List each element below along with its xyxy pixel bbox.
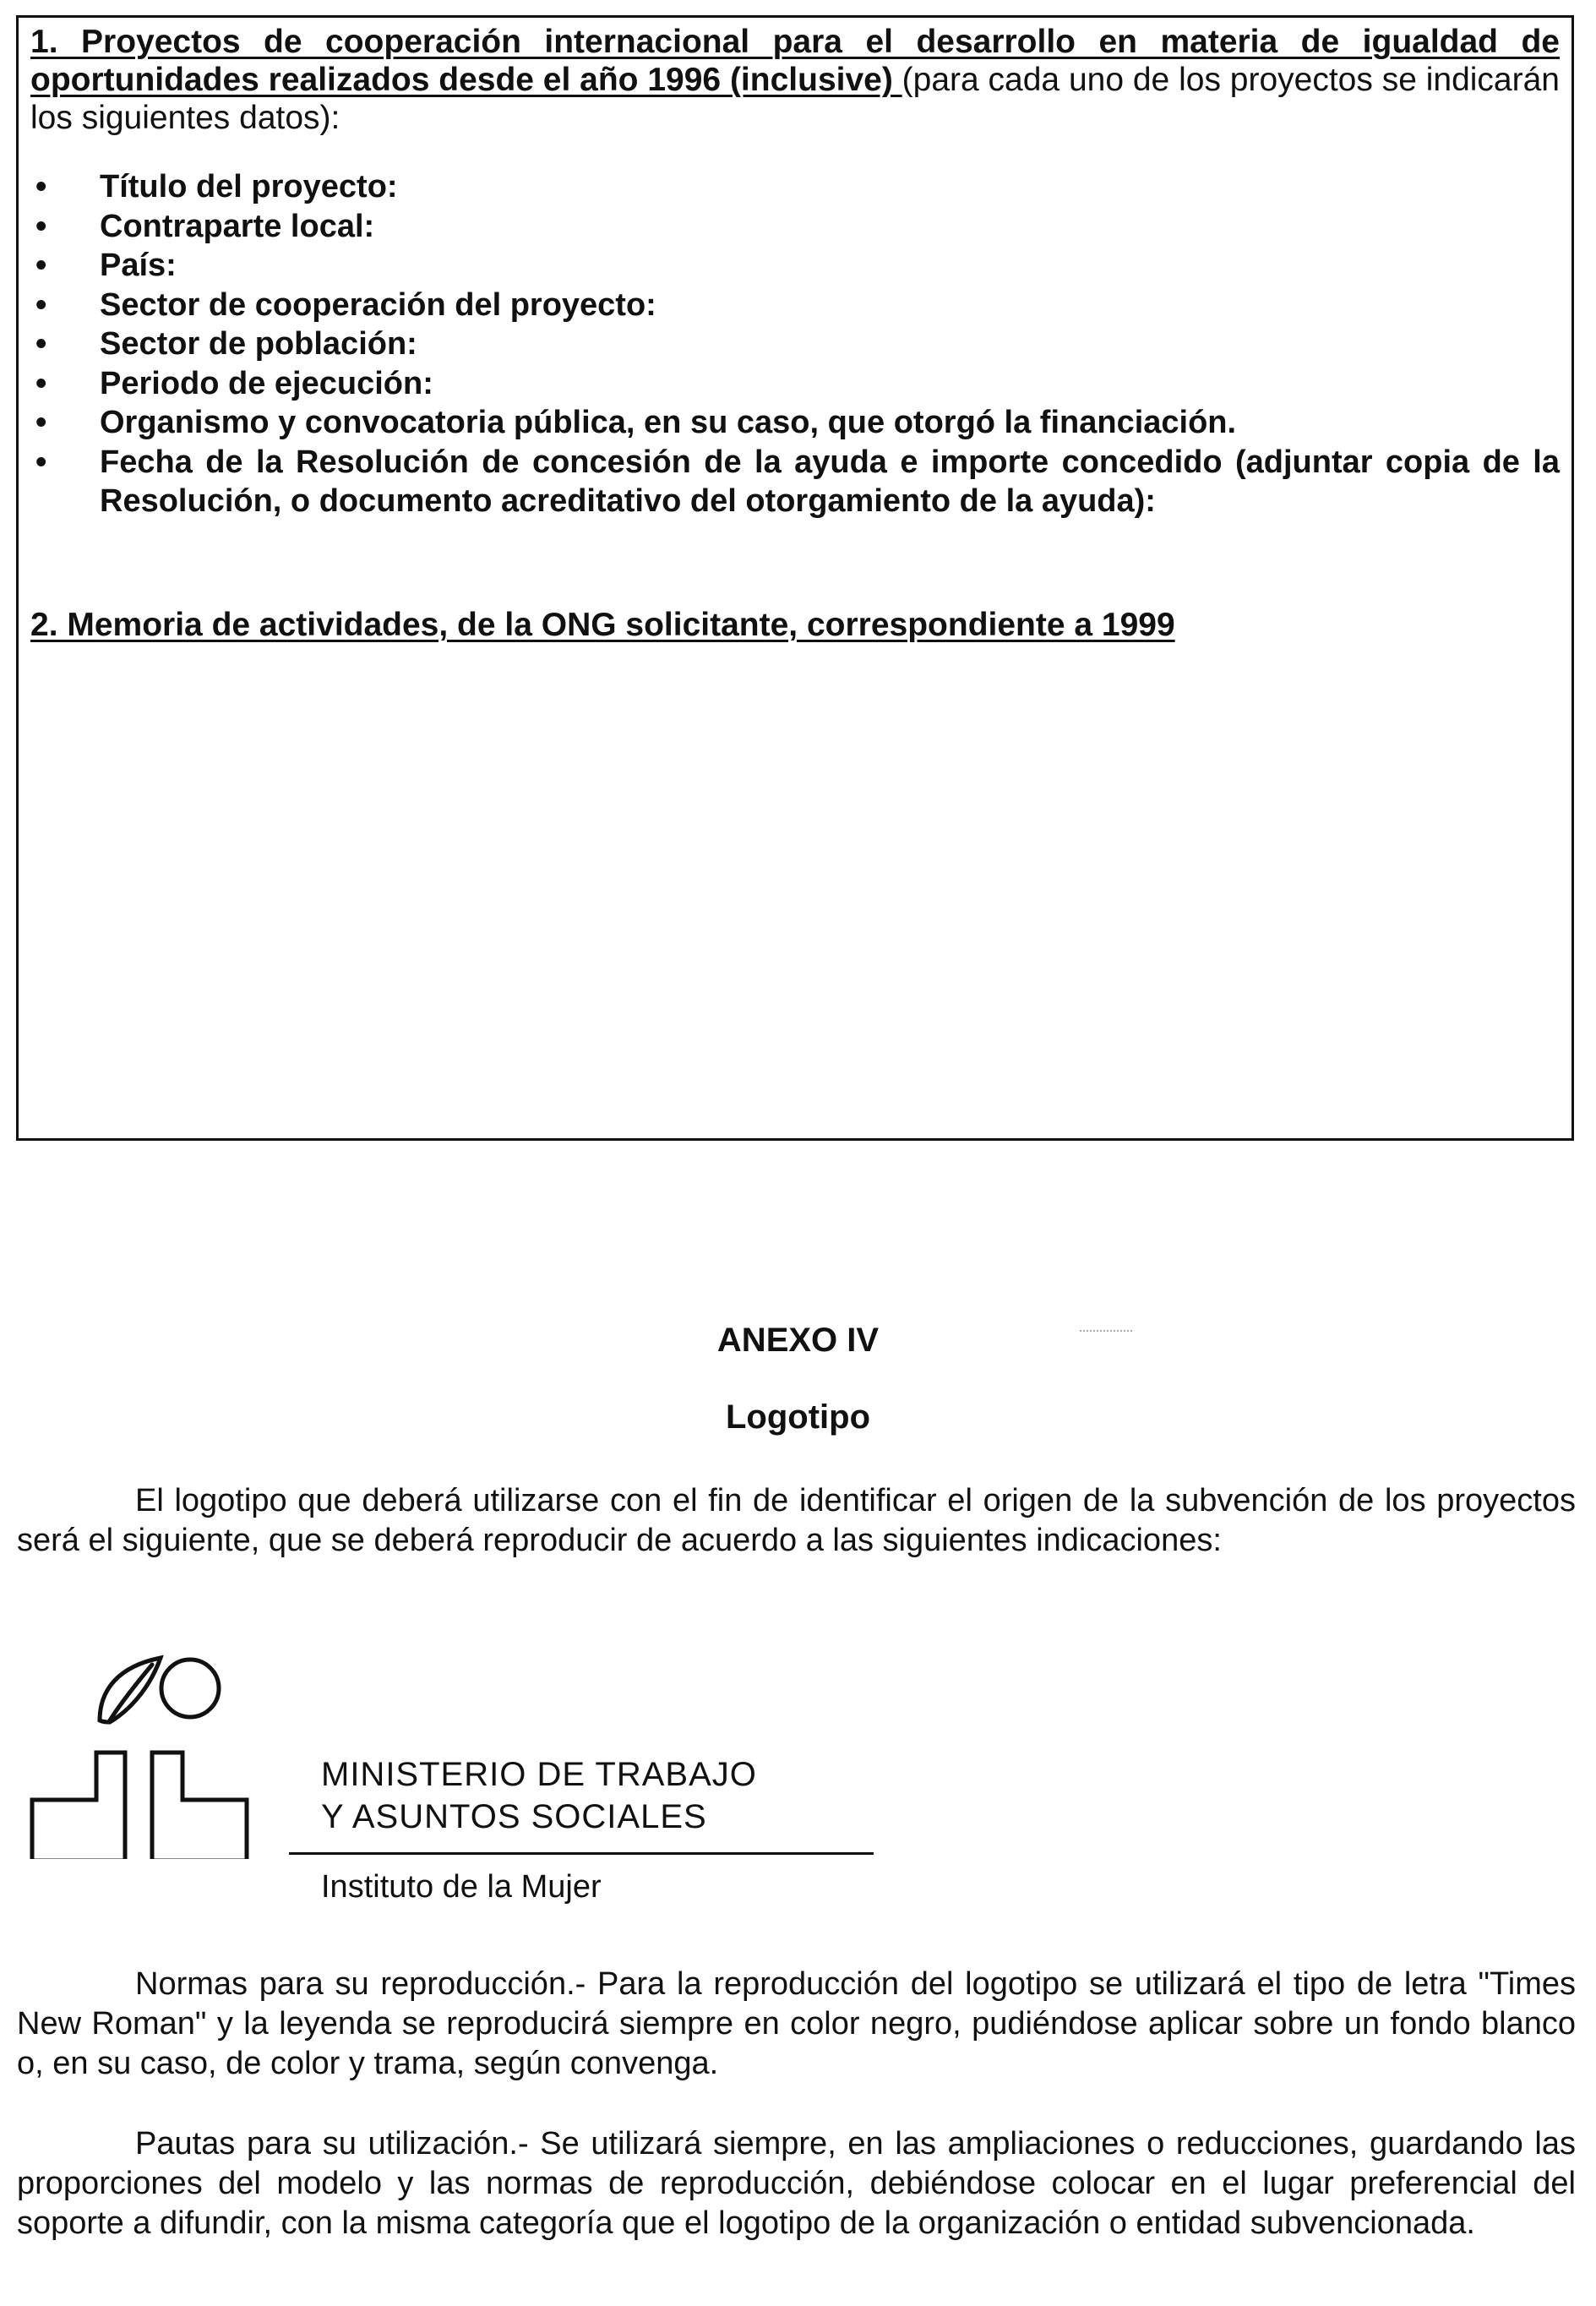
list-item: [30, 403, 1560, 443]
annex-intro-paragraph: [17, 1481, 1576, 1561]
list-item: [30, 324, 1560, 364]
norms-paragraph: [17, 1965, 1576, 2084]
bullet-icon: •: [35, 444, 47, 480]
logo-head-circle: [161, 1660, 219, 1717]
list-item-text: Periodo de ejecución:: [100, 365, 433, 401]
list-item: [30, 207, 1560, 247]
section-1-heading-bold: 1. Proyectos de cooperación internacional para el desarrollo en materia de igualdad de oportunidades realizados desde el año 1996 (inclusive): [30, 24, 1560, 98]
section-1-list: [30, 167, 1560, 521]
institute-name: Instituto de la Mujer: [321, 1869, 602, 1905]
form-box: [16, 15, 1574, 1141]
logo-left-figure: [32, 1753, 125, 1859]
annex-intro-text: El logotipo que deberá utilizarse con el fin de identificar el origen de la subvención de los proyectos será el siguiente, que se deberá reproducir de acuerdo a las siguientes indicaciones:: [17, 1483, 1576, 1558]
annex-title: ANEXO IV: [716, 1322, 880, 1359]
guidelines-text: Pautas para su utilización.- Se utilizará siempre, en las ampliaciones o reducciones, guardando las proporciones del modelo y las normas de reproducción, debiéndose colocar en el lugar preferencial del soporte a difundir, con la misma categoría que el logotipo de la organización o entidad subvencionada.: [17, 2126, 1576, 2241]
logo-leaf-vein: [110, 1665, 152, 1720]
section-1-heading-note: (para cada uno de los proyectos se indicarán los siguientes datos):: [30, 62, 1560, 136]
list-item-text: Fecha de la Resolución de concesión de la ayuda e importe concedido (adjuntar copia de la Resolución, o documento acreditativo del otorgamiento de la ayuda):: [100, 444, 1560, 519]
ministry-name-line-2: Y ASUNTOS SOCIALES: [321, 1798, 707, 1835]
bullet-icon: •: [35, 365, 47, 401]
form-box-content: [30, 23, 1560, 521]
section-1-heading: [30, 23, 1560, 137]
section-2-heading-text: 2. Memoria de actividades, de la ONG solicitante, correspondiente a 1999: [30, 607, 1175, 643]
list-item: [30, 443, 1560, 521]
section-2-heading: [30, 607, 1175, 644]
list-item: [30, 364, 1560, 404]
bullet-icon: •: [35, 208, 47, 244]
ministry-logo: [25, 1648, 870, 1918]
logo-right-figure: [152, 1753, 247, 1859]
bullet-icon: •: [35, 248, 47, 283]
bullet-icon: •: [35, 169, 47, 204]
list-item: [30, 167, 1560, 207]
list-item: [30, 246, 1560, 286]
list-item-text: Título del proyecto:: [100, 169, 398, 204]
list-item-text: Contraparte local:: [100, 208, 375, 244]
list-item-text: Organismo y convocatoria pública, en su caso, que otorgó la financiación.: [100, 405, 1237, 440]
norms-text: Normas para su reproducción.- Para la reproducción del logotipo se utilizará el tipo de letra "Times New Roman" y la leyenda se reproducirá siempre en color negro, pudiéndose aplicar sobre un fondo blanco o, en su caso, de color y trama, según convenga.: [17, 1966, 1576, 2081]
logo-emblem-icon: [25, 1648, 287, 1859]
list-item-text: Sector de cooperación del proyecto:: [100, 286, 656, 323]
logo-divider: [289, 1852, 874, 1855]
guidelines-paragraph: [17, 2124, 1576, 2243]
list-item-text: Sector de población:: [100, 326, 417, 362]
list-item-text: País:: [100, 248, 177, 283]
bullet-icon: •: [35, 286, 47, 323]
annex-subtitle: Logotipo: [725, 1398, 871, 1436]
bullet-icon: •: [35, 326, 47, 362]
list-item: [30, 286, 1560, 325]
ministry-name-line-1: MINISTERIO DE TRABAJO: [321, 1756, 757, 1793]
bullet-icon: •: [35, 405, 47, 440]
